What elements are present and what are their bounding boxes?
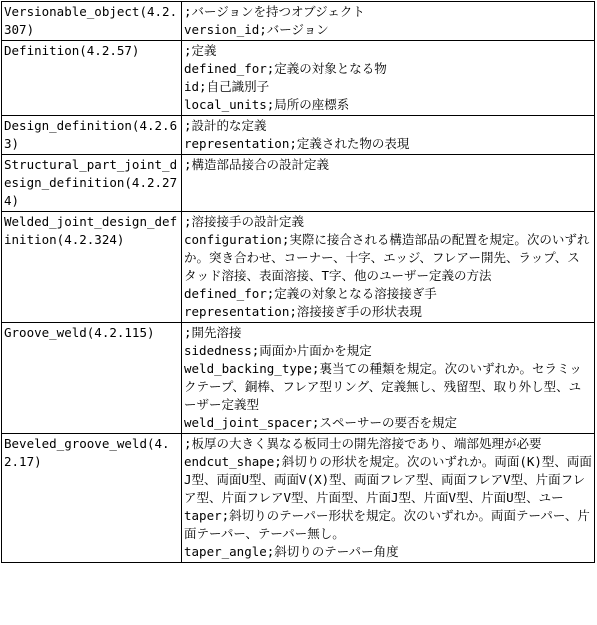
entity-name-cell: Versionable_object(4.2.307) — [2, 2, 182, 41]
description-line: taper;斜切りのテーパー形状を規定。次のいずれか。両面テーパー、片面テーパー、テーパー無し。 — [184, 508, 590, 541]
table-body — [2, 2, 595, 563]
entity-name-cell: Structural_part_joint_design_definition(4.2.274) — [2, 155, 182, 212]
description-line: id;自己識別子 — [184, 79, 270, 94]
description-line: ;設計的な定義 — [184, 118, 267, 133]
description-line: defined_for;定義の対象となる溶接接ぎ手 — [184, 286, 437, 301]
entity-name-cell: Beveled_groove_weld(4.2.17) — [2, 434, 182, 563]
table-row — [2, 212, 595, 323]
entity-description-cell — [182, 2, 595, 41]
description-line: weld_backing_type;裏当ての種類を規定。次のいずれか。セラミックテープ、銅棒、フレア型リング、定義無し、残留型、取り外し型、ユーザー定義型 — [184, 361, 582, 412]
entity-description-cell — [182, 116, 595, 155]
description-line: ;板厚の大きく異なる板同士の開先溶接であり、端部処理が必要 — [184, 436, 542, 451]
table-row — [2, 2, 595, 41]
description-line: weld_joint_spacer;スペーサーの要否を規定 — [184, 415, 457, 430]
description-line: ;構造部品接合の設計定義 — [184, 157, 330, 172]
description-line: ;バージョンを持つオブジェクト — [184, 4, 365, 19]
description-line: representation;定義された物の表現 — [184, 136, 410, 151]
entity-name-cell: Design_definition(4.2.63) — [2, 116, 182, 155]
entity-description-cell — [182, 212, 595, 323]
description-line: ;定義 — [184, 43, 217, 58]
entity-description-cell — [182, 434, 595, 563]
description-line: ;溶接接手の設計定義 — [184, 214, 305, 229]
entity-name-cell: Groove_weld(4.2.115) — [2, 323, 182, 434]
description-line: representation;溶接接ぎ手の形状表現 — [184, 304, 422, 319]
description-line: ;開先溶接 — [184, 325, 242, 340]
entity-name-cell: Welded_joint_design_definition(4.2.324) — [2, 212, 182, 323]
description-line: configuration;実際に接合される構造部品の配置を規定。次のいずれか。突き合わせ、コーナー、十字、エッジ、フレアー開先、ラップ、スタッド溶接、表面溶接、T字、他のユーザー定義の方法 — [184, 232, 590, 283]
entity-name-cell: Definition(4.2.57) — [2, 41, 182, 116]
description-line: local_units;局所の座標系 — [184, 97, 350, 112]
table-row — [2, 155, 595, 212]
entity-description-cell — [182, 323, 595, 434]
table-row — [2, 434, 595, 563]
description-line: taper_angle;斜切りのテーパー角度 — [184, 544, 399, 559]
description-line: defined_for;定義の対象となる物 — [184, 61, 387, 76]
table-row — [2, 323, 595, 434]
table-row — [2, 41, 595, 116]
entity-description-cell — [182, 155, 595, 212]
description-line: sidedness;両面か片面かを規定 — [184, 343, 372, 358]
definition-table — [1, 1, 595, 563]
entity-description-cell — [182, 41, 595, 116]
description-line: version_id;バージョン — [184, 22, 329, 37]
table-row — [2, 116, 595, 155]
description-line: endcut_shape;斜切りの形状を規定。次のいずれか。両面(K)型、両面J型、両面U型、両面V(X)型、両面フレア型、両面フレアV型、片面フレア型、片面フレアV型、片面型、片面J型、片面V型、片面U型、ユー — [184, 454, 592, 505]
